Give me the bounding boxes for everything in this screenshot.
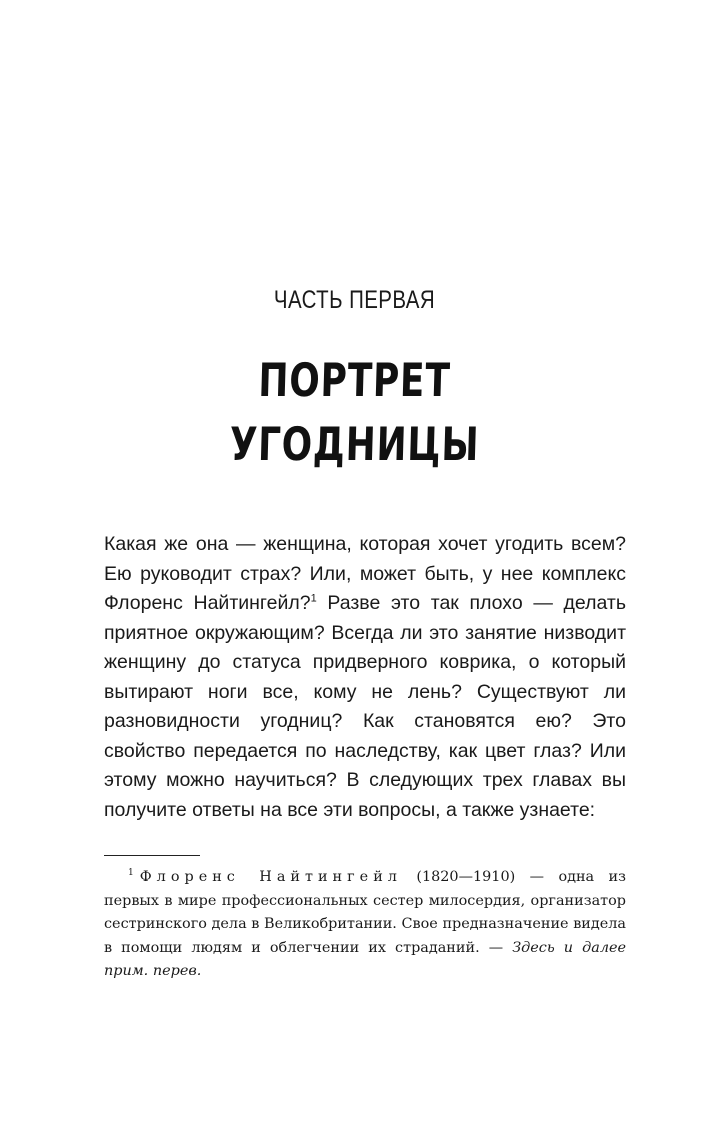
chapter-title-line-2: УГОДНИЦЫ [228,417,481,471]
footnote-reference[interactable]: 1 [310,592,317,605]
chapter-title [0,348,709,476]
footnote-editor-note: Здесь и далее прим. перев. [104,939,627,979]
body-paragraph [104,530,626,825]
footnote-divider [104,855,200,856]
part-label: ЧАСТЬ ПЕРВАЯ [273,286,436,314]
body-text-part-2: Разве это так плохо — делать приятное окружающим? Всегда ли это занятие низводит женщину до статуса придверного коврика, о который вытирают ноги все, кому не лень? Существуют ли разновидности угодниц? Как становятся ею? Это свойство передается по наследству, как цвет глаз? Или этому можно научиться? В следующих трех главах вы получите ответы на все эти вопросы, а также узнаете: [104,592,626,821]
body-text-part-1: Какая же она — женщина, которая хочет угодить всем? Ею руководит страх? Или, может быть, у нее комплекс Флоренс Найтингейл? [104,533,626,614]
chapter-title-line-1: ПОРТРЕТ [257,353,452,407]
footnote-marker: 1 [128,868,134,879]
footnote [104,866,626,984]
footnote-text: (1820—1910) — одна из первых в мире профессиональных сестер милосердия, организатор сестринского дела в Великобритании. Свое предназначение видела в помощи людям и облегчении их страданий. — [104,869,626,956]
footnote-name: Флоренс Найтингейл [139,869,402,885]
